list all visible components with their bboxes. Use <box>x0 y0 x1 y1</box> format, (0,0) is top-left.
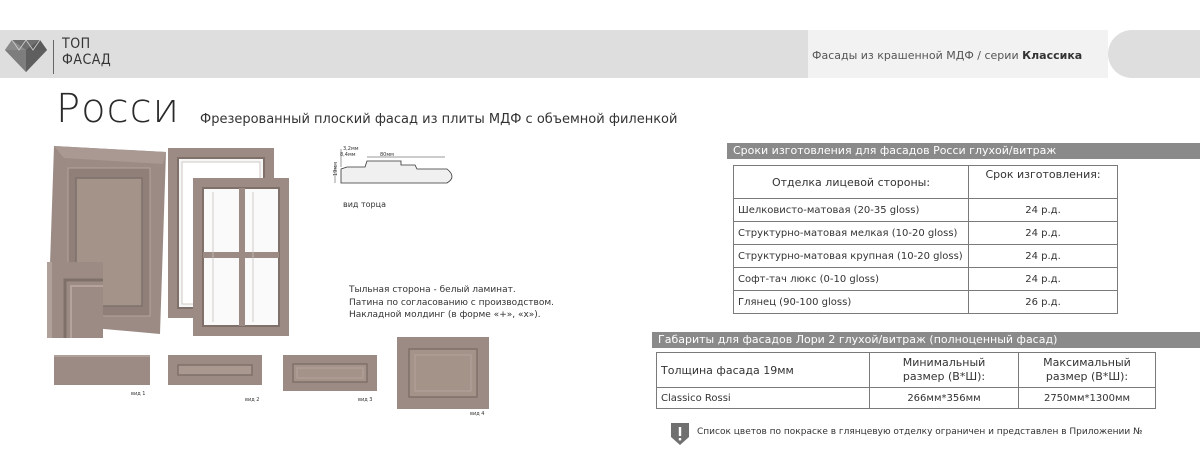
finish-cell: Софт-тач люкс (0-10 gloss) <box>734 268 969 291</box>
max-cell: 2750мм*1300мм <box>1019 388 1156 409</box>
table-header-row <box>734 166 1118 199</box>
view-3-label: вид 3 <box>358 397 373 403</box>
glass-door-front-image <box>193 178 289 336</box>
table-row <box>734 245 1118 268</box>
view-4-label: вид 4 <box>470 411 485 417</box>
logo-text <box>62 36 111 68</box>
dim-c: 80мм <box>380 152 394 158</box>
table-row <box>734 222 1118 245</box>
view-2-image <box>168 355 262 385</box>
product-notes <box>349 284 554 322</box>
header-band <box>0 30 838 78</box>
table-row <box>657 388 1156 409</box>
warning-icon <box>669 421 691 447</box>
table-row <box>734 268 1118 291</box>
page-title: Росси <box>56 86 180 132</box>
logo-divider <box>53 40 54 74</box>
page-subtitle: Фрезерованный плоский фасад из плиты МДФ с объемной филенкой <box>200 112 678 127</box>
size-heading: Габариты для фасадов Лори 2 глухой/витраж (полноценный фасад) <box>652 332 1200 348</box>
table-row <box>734 199 1118 222</box>
size-table <box>656 352 1156 409</box>
term-cell: 26 р.д. <box>969 291 1118 314</box>
table-header-row <box>657 353 1156 388</box>
term-cell: 24 р.д. <box>969 268 1118 291</box>
col-header-thickness: Толщина фасада 19мм <box>657 353 870 388</box>
term-cell: 24 р.д. <box>969 222 1118 245</box>
col-header-min: Минимальный размер (В*Ш): <box>870 353 1019 388</box>
finish-cell: Глянец (90-100 gloss) <box>734 291 969 314</box>
series-label: Фасады из крашенной МДФ / серии Классика <box>812 49 1083 62</box>
logo-line-2: ФАСАД <box>62 52 112 68</box>
view-1-label: вид 1 <box>131 391 146 397</box>
table-row <box>734 291 1118 314</box>
view-3-image <box>283 355 377 391</box>
footer-note: Список цветов по покраске в глянцевую отделку ограничен и представлен в Приложении № <box>697 427 1143 437</box>
view-4-image <box>397 337 489 409</box>
col-header-max: Максимальный размер (В*Ш): <box>1019 353 1156 388</box>
profile-caption: вид торца <box>343 200 386 209</box>
dim-a: 3,2мм <box>343 146 359 152</box>
diamond-logo-icon <box>4 38 48 74</box>
logo-line-1: ТОП <box>62 36 91 52</box>
corner-sample-image <box>47 262 103 338</box>
dim-b: 8,4мм <box>340 152 356 158</box>
note-line: Патина по согласованию с производством. <box>349 297 555 308</box>
series-name: Классика <box>1022 49 1083 62</box>
term-cell: 24 р.д. <box>969 245 1118 268</box>
dim-d: 19мм <box>332 162 339 176</box>
terms-table <box>733 165 1118 314</box>
min-cell: 266мм*356мм <box>870 388 1019 409</box>
note-line: Тыльная сторона - белый ламинат. <box>349 285 516 295</box>
col-header-finish: Отделка лицевой стороны: <box>734 166 969 199</box>
note-line: Накладной молдинг (в форме «+», «x»). <box>349 310 541 320</box>
finish-cell: Шелковисто-матовая (20-35 gloss) <box>734 199 969 222</box>
finish-cell: Структурно-матовая мелкая (10-20 gloss) <box>734 222 969 245</box>
model-cell: Classico Rossi <box>657 388 870 409</box>
finish-cell: Структурно-матовая крупная (10-20 gloss) <box>734 245 969 268</box>
terms-heading: Сроки изготовления для фасадов Росси глухой/витраж <box>727 143 1200 159</box>
view-1-image <box>54 355 150 385</box>
term-cell: 24 р.д. <box>969 199 1118 222</box>
view-2-label: вид 2 <box>245 397 260 403</box>
header-band-right <box>1108 30 1200 78</box>
col-header-term: Срок изготовления: <box>969 166 1118 199</box>
